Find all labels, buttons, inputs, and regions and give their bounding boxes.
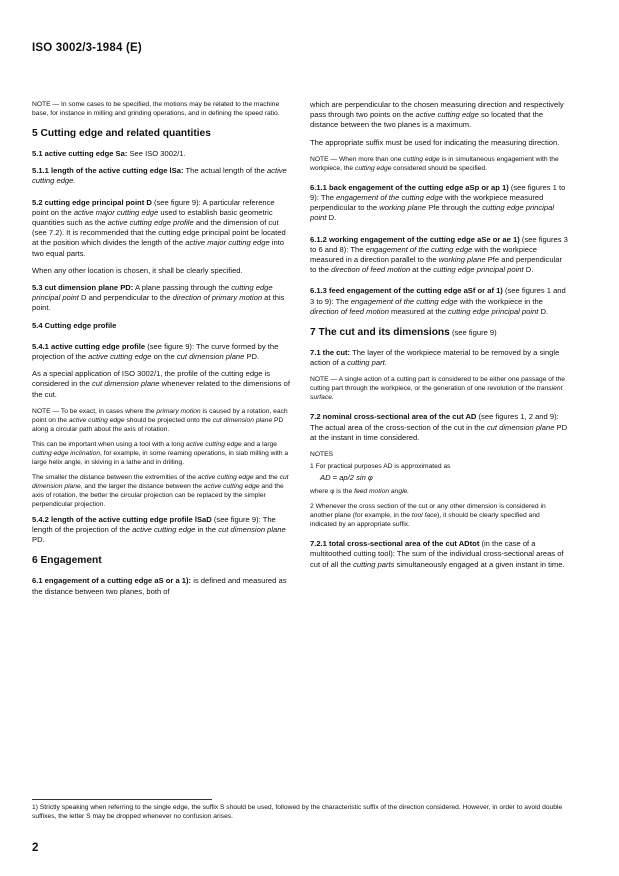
- section-6-title: 6 Engagement: [32, 555, 102, 567]
- clause-5-3: 5.3 cut dimension plane PD: A plane passing through the cutting edge principal point D and perpendicular to the direction of primary motion at this point.: [32, 283, 285, 313]
- clause-5-4-1-application: As a special application of ISO 3002/1, the profile of the cutting edge is considered in the cut dimension plane whenever related to the dimensions of the cut.: [32, 369, 290, 399]
- clause-6-1-1: 6.1.1 back engagement of the cutting edge aSp or ap 1) (see figures 1 to 9): The engagement of the cutting edge with the workpiece measured perpendicular to the working plane Pfe through the cutting edge principal point D.: [310, 182, 566, 223]
- clause-6-1: 6.1 engagement of a cutting edge aS or a 1): is defined and measured as the distance between two planes, both of: [32, 576, 287, 596]
- note-important: This can be important when using a tool with a long active cutting edge and a large cutting edge inclination, for example, in some reaming operations, in slab milling with a large helix angle, in skiving in a lathe and in drilling.: [32, 440, 289, 466]
- clause-5-4-title: 5.4 Cutting edge profile: [32, 320, 117, 330]
- note-smaller-distance: The smaller the distance between the extremities of the active cutting edge and the cut dimension plane, and the larger the distance between the active cutting edge and the axis of rotation, the better the circular projection can be replaced by the simpler perpendicular projection.: [32, 473, 289, 508]
- clause-5-1: 5.1 active cutting edge Sa: See ISO 3002/1.: [32, 149, 186, 158]
- running-header: ISO 3002/3-1984 (E): [32, 42, 142, 54]
- footnote-rule: [32, 799, 212, 800]
- clause-7-2-1: 7.2.1 total cross-sectional area of the cut ADtot (in the case of a multitoothed cutting tool): The sum of the individual cross-sectional areas of cut of all the cutting parts simultaneously engaged at a given instant in time.: [310, 539, 565, 569]
- clause-5-2: 5.2 cutting edge principal point D (see figure 9): A particular reference point on the active major cutting edge used to establish basic geometric quantities such as the active cutting edge profile and the dimension of cut (see 7.2). It is recommended that the cutting edge principal point be located at the position which divides the length of the active major cutting edge into two equal parts.: [32, 197, 286, 258]
- clause-6-1-continued: which are perpendicular to the chosen measuring direction and respectively pass through two points on the active cutting edge so located that the distance between the two planes is a maximum.: [310, 100, 564, 130]
- note-motions: NOTE — In some cases to be specified, the motions may be related to the machine base, for instance in milling and grinding operations, and in defining the speed ratio.: [32, 101, 280, 117]
- notes-heading: NOTES: [310, 451, 334, 459]
- note-simultaneous: NOTE — When more than one cutting edge is in simultaneous engagement with the workpiece, the cutting edge considered should be specified.: [310, 155, 559, 172]
- clause-5-2-other: When any other location is chosen, it shall be clearly specified.: [32, 265, 243, 275]
- clause-6-1-3: 6.1.3 feed engagement of the cutting edge aSf or af 1) (see figures 1 and 3 to 9): The engagement of the cutting edge with the workpiece in the direction of feed motion measured at the cutting edge principal point D.: [310, 286, 566, 316]
- notes-item-1: 1 For practical purposes AD is approximated as: [310, 463, 451, 471]
- left-column: [32, 100, 290, 604]
- page-number: 2: [32, 842, 39, 854]
- section-5-title: 5 Cutting edge and related quantities: [32, 128, 211, 139]
- clause-5-4-2: 5.4.2 length of the active cutting edge profile lSaD (see figure 9): The length of the projection of the active cutting edge in the cut dimension plane PD.: [32, 514, 286, 545]
- note-exact: NOTE — To be exact, in cases where the primary motion is caused by a rotation, each point on the active cutting edge should be projected onto the cut dimension plane PD along a circular path about the axis of rotation.: [32, 407, 288, 433]
- notes-item-1-where: where φ is the feed motion angle.: [310, 488, 410, 496]
- clause-7-1: 7.1 the cut: The layer of the workpiece material to be removed by a single action of a cutting part.: [310, 348, 560, 368]
- section-7-title: 7 The cut and its dimensions (see figure 9): [310, 327, 497, 339]
- clause-7-2: 7.2 nominal cross-sectional area of the cut AD (see figures 1, 2 and 9): The actual area of the cross-section of the cut in the cut dimension plane PD at the instant in time considered.: [310, 412, 568, 442]
- clause-6-1-2: 6.1.2 working engagement of the cutting edge aSe or ae 1) (see figures 3 to 6 and 8): The engagement of the cutting edge with the workpiece measured in a direction parallel to the working plane Pfe and perpendicular to the direction of feed motion at the cutting edge principal point D.: [310, 234, 568, 275]
- note-single-action: NOTE — A single action of a cutting part is considered to be either one passage of the cutting part through the workpiece, or the generation of one revolution of the transient surface.: [310, 376, 566, 402]
- clause-5-1-1: 5.1.1 length of the active cutting edge lSa: The actual length of the active cutting edge.: [32, 166, 287, 186]
- clause-5-4-1: 5.4.1 active cutting edge profile (see figure 9): The curve formed by the projection of the active cutting edge on the cut dimension plane PD.: [32, 341, 279, 362]
- formula-area: AD = ap/2 sin φ: [320, 473, 373, 483]
- clause-6-1-suffix: The appropriate suffix must be used for indicating the measuring direction.: [310, 137, 560, 147]
- notes-item-2: 2 Whenever the cross section of the cut or any other dimension is considered in another plane (for example, in the tool face), it should be clearly specified and indicated by an appropriate suffix.: [310, 503, 546, 529]
- footnote: 1) Strictly speaking when referring to the single edge, the suffix S should be used, followed by the characteristic suffix of the direction considered. However, in order to avoid double suffixes, the letter S may be dropped whenever no confusion arises.: [32, 804, 563, 820]
- right-column: [310, 100, 568, 577]
